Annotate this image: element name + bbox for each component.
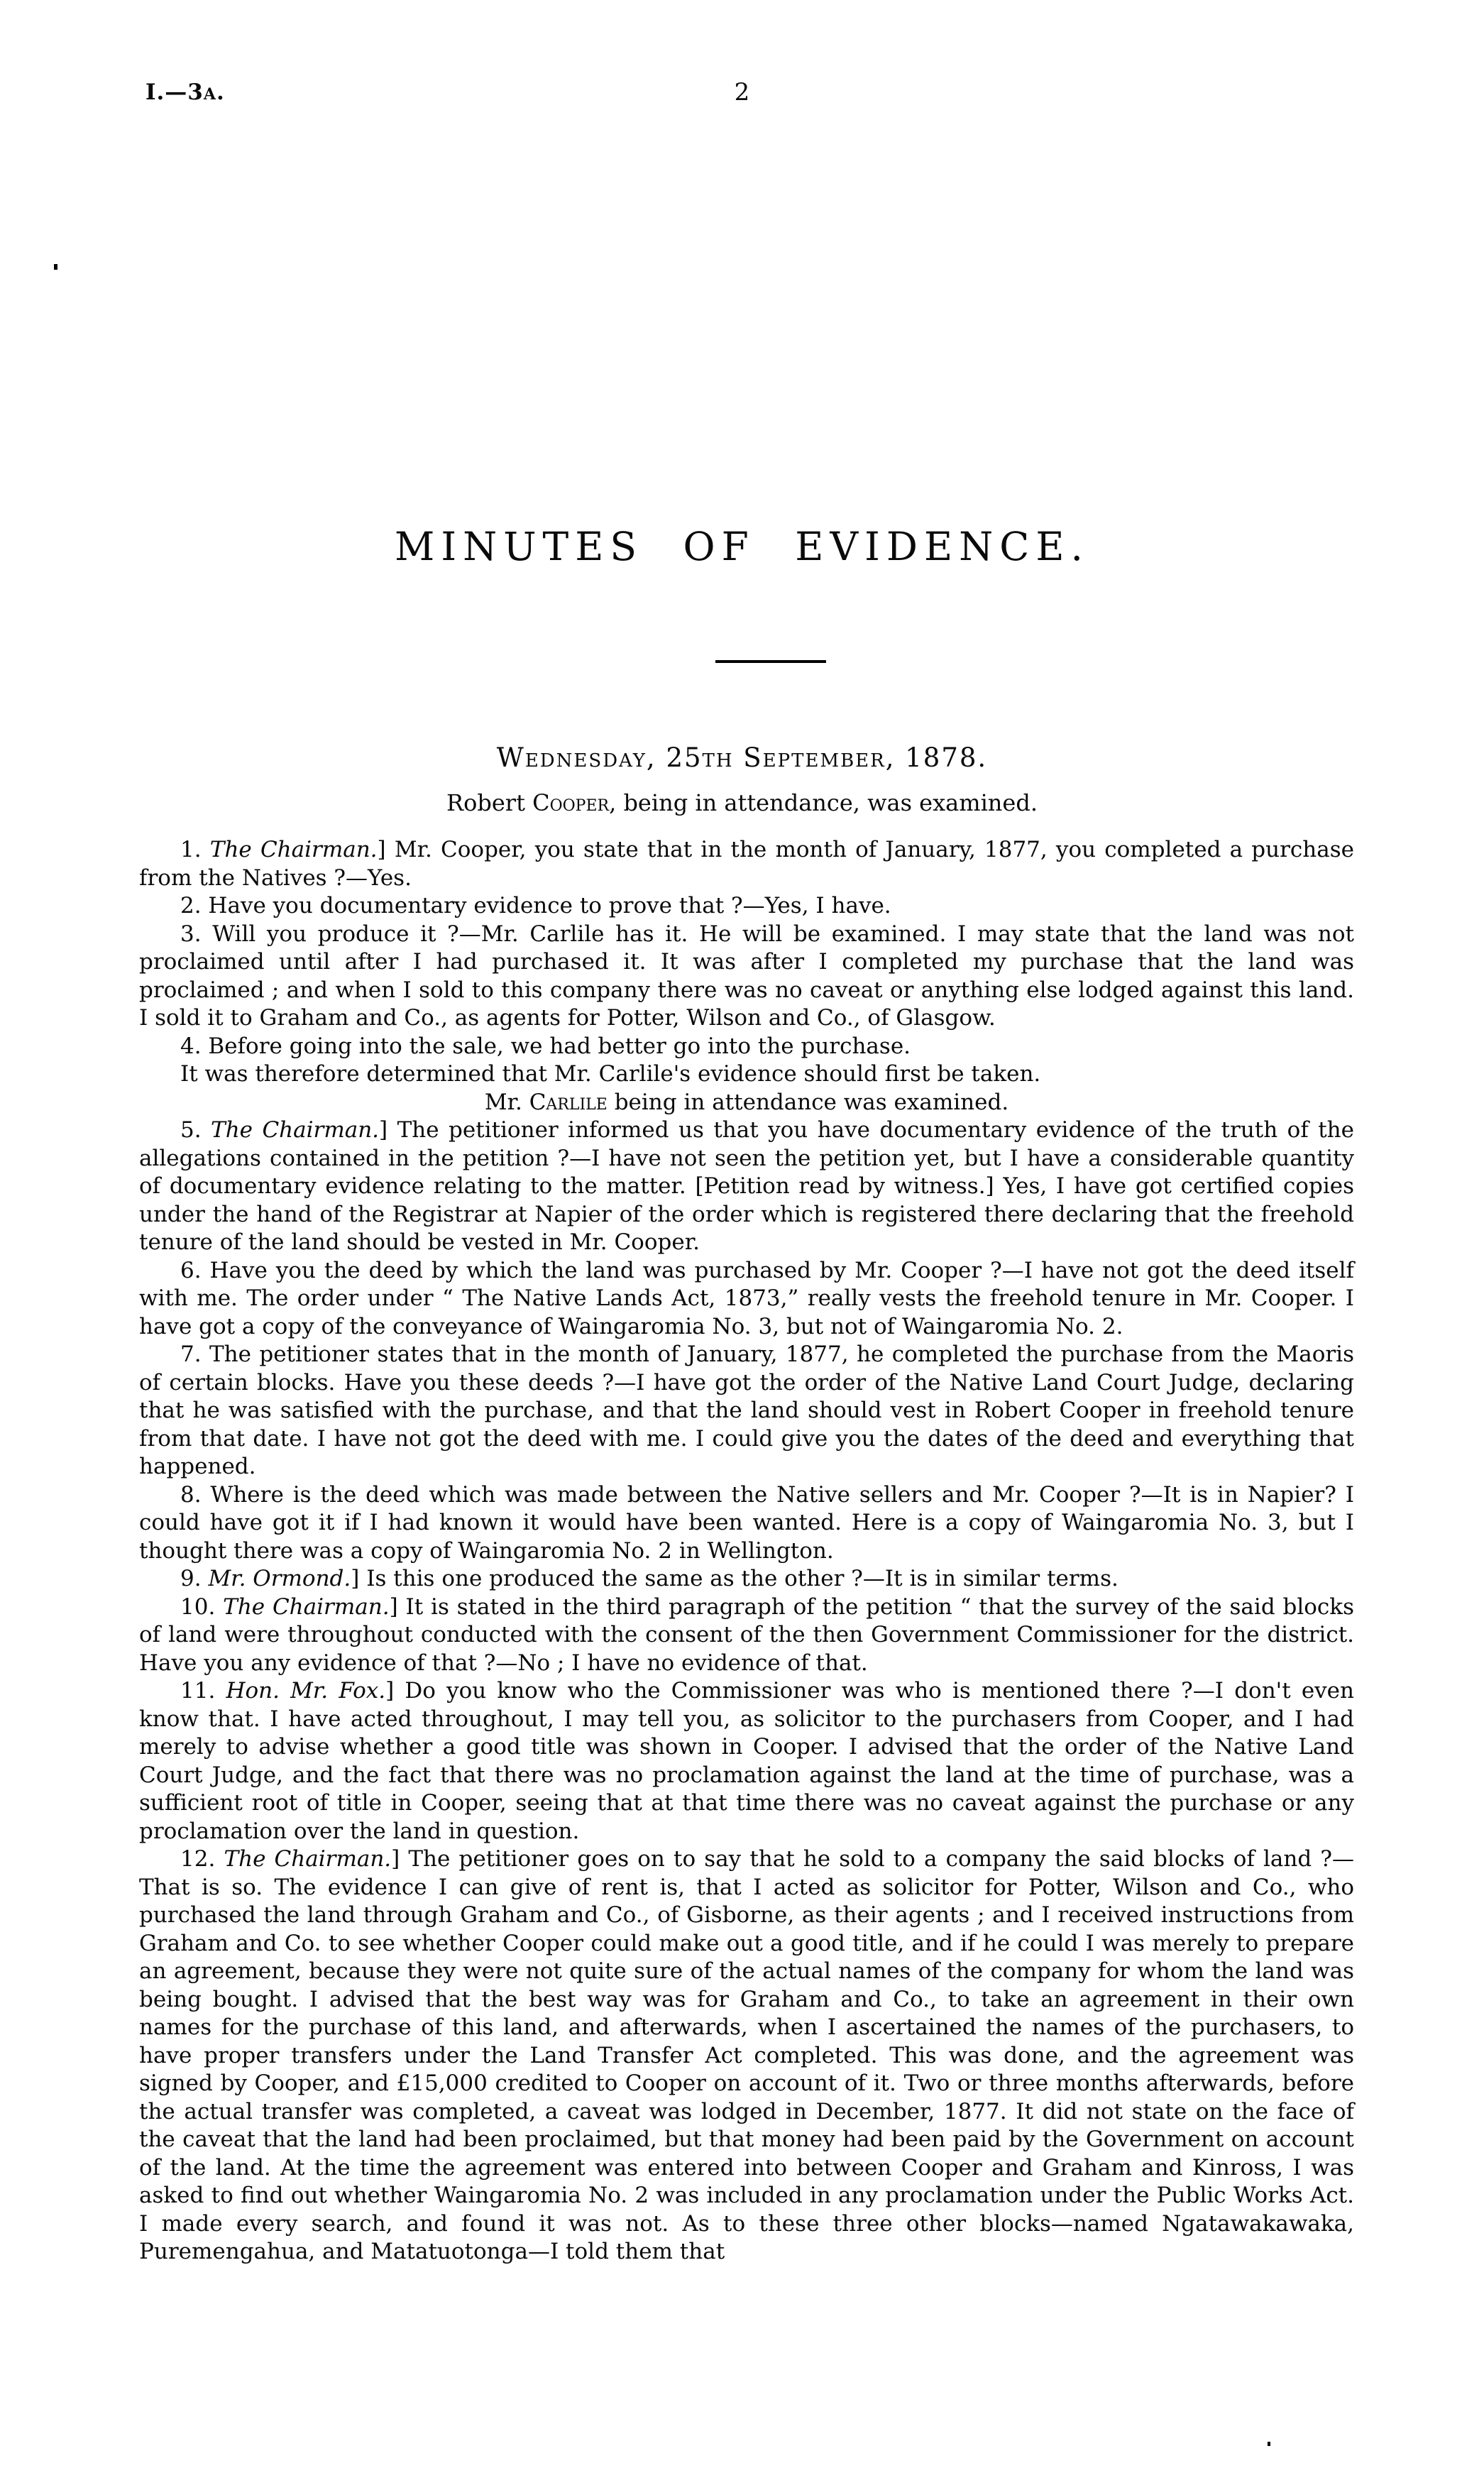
text-segment: 3. Will you produce it ?—Mr. Carlile has it. He will be examined. I may state that the land was not proclaimed until after I had purchased it. It was after I completed my purchase that the land was proclaimed ; and when I sold to this company there was no caveat or anything else lodged against this land. I sold it to Graham and Co., as agents for Potter, Wilson and Co., of Glasgow. (139, 921, 1354, 1031)
text-segment: Mr. Ormond. (208, 1566, 351, 1591)
text-segment: Robert (446, 789, 533, 816)
evidence-paragraph (139, 1845, 1354, 2266)
text-segment: 2. Have you documentary evidence to prove that ?—Yes, I have. (180, 893, 891, 918)
text-segment: The Chairman. (224, 1846, 392, 1872)
text-segment: ] Do you know who the Commissioner was who is mentioned there ?—I don't even know that. I have acted throughout, I may tell you, as solicitor to the purchasers from Cooper, and I had merely to advise whether a good title was shown in Cooper. I advised that the order of the Native Land Court Judge, and the fact that there was no proclamation against the land at the time of purchase, was a sufficient root of title in Cooper, seeing that at that time there was no caveat against the purchase or any proclamation over the land in question. (139, 1678, 1354, 1844)
evidence-body (139, 836, 1354, 2266)
evidence-paragraph (139, 1341, 1354, 1481)
evidence-paragraph (139, 1594, 1354, 1678)
text-segment: 4. Before going into the sale, we had better go into the purchase. (180, 1033, 911, 1059)
text-segment: ] Mr. Cooper, you state that in the month of January, 1877, you completed a purchase from the Natives ?—Yes. (139, 837, 1354, 891)
text-segment: 8. Where is the deed which was made between the Native sellers and Mr. Cooper ?—It is in Napier? I could have got it if I had known it would have been wanted. Here is a copy of Waingaromia No. 3, but I thought there was a copy of Waingaromia No. 2 in Wellington. (139, 1481, 1354, 1564)
evidence-paragraph (139, 1033, 1354, 1061)
text-segment: 11. (180, 1678, 226, 1704)
text-segment: 1. (180, 837, 210, 862)
text-segment: I.—3 (145, 79, 204, 105)
print-artifact (54, 264, 57, 270)
text-segment: 6. Have you the deed by which the land was purchased by Mr. Cooper ?—I have not got the deed itself with me. The order under “ The Native Lands Act, 1873,” really vests the freehold tenure in Mr. Cooper. I have got a copy of the conveyance of Waingaromia No. 3, but not of Waingaromia No. 2. (139, 1257, 1354, 1339)
text-segment: ] It is stated in the third paragraph of the petition “ that the survey of the said blocks of land were throughout conducted with the consent of the then Government Commissioner for the district. Have you any evidence of that ?—No ; I have no evidence of that. (139, 1594, 1354, 1676)
text-segment: The Chairman. (209, 837, 378, 862)
evidence-paragraph (139, 921, 1354, 1033)
text-segment: being in attendance was examined. (607, 1089, 1009, 1115)
text-segment: a. (203, 79, 225, 105)
evidence-paragraph (139, 1060, 1354, 1089)
text-segment: ] Is this one produced the same as the other ?—It is in similar terms. (351, 1566, 1119, 1591)
text-segment: 7. The petitioner states that in the month of January, 1877, he completed the purchase from the Maoris of certain blocks. Have you these deeds ?—I have got the order of the Native Land Court Judge, declaring that he was satisfied with the purchase, and that the land should vest in Robert Cooper in freehold tenure from that date. I have not got the deed with me. I could give you the dates of the deed and everything that happened. (139, 1342, 1354, 1479)
text-segment: Carlile (529, 1089, 608, 1115)
evidence-paragraph (139, 1677, 1354, 1845)
evidence-paragraph (139, 1565, 1354, 1594)
text-segment: 5. (180, 1117, 211, 1143)
evidence-paragraph (139, 1257, 1354, 1342)
evidence-paragraph (139, 836, 1354, 892)
text-segment: The Chairman. (223, 1594, 390, 1620)
page-title: MINUTES OF EVIDENCE. (395, 524, 1089, 569)
text-segment: The Chairman. (211, 1117, 380, 1143)
text-segment: 12. (180, 1846, 224, 1872)
divider-rule (715, 660, 826, 663)
witness-intro-line (0, 789, 1484, 816)
text-segment: Mr. (484, 1089, 529, 1115)
text-segment: Hon. Mr. Fox. (226, 1678, 386, 1704)
page-number: 2 (734, 78, 750, 106)
text-segment: ] The petitioner goes on to say that he sold to a company the said blocks of land ?—That is so. The evidence I can give of rent is, that I acted as solicitor for Potter, Wilson and Co., who purchased the land through Graham and Co., of Gisborne, as their agents ; and I received instructions from Graham and Co. to see whether Cooper could make out a good title, and if he could I was merely to prepare an agreement, because they were not quite sure of the actual names of the company for whom the land was being bought. I advised that the best way was for Graham and Co., to take an agreement in their own names for the purchase of this land, and afterwards, when I ascertained the names of the purchasers, to have proper transfers under the Land Transfer Act completed. This was done, and the agreement was signed by Cooper, and £15,000 credited to Cooper on account of it. Two or three months afterwards, before the actual transfer was completed, a caveat was lodged in December, 1877. It did not state on the face of the caveat that the land had been proclaimed, but that money had been paid by the Government on account of the land. At the time the agreement was entered into between Cooper and Graham and Kinross, I was asked to find out whether Waingaromia No. 2 was included in any proclamation under the Public Works Act. I made every search, and found it was not. As to these three other blocks—named Ngatawakawaka, Puremengahua, and Matatuotonga—I told them that (139, 1846, 1354, 2264)
text-segment: Cooper (532, 789, 610, 816)
evidence-paragraph (139, 1117, 1354, 1257)
witness-examined-line (139, 1089, 1354, 1117)
print-artifact (1268, 2442, 1270, 2446)
text-segment: , being in attendance, was examined. (609, 789, 1038, 816)
text-segment: ] The petitioner informed us that you have documentary evidence of the truth of the allegations contained in the petition ?—I have not seen the petition yet, but I have a considerable quantity of documentary evidence relating to the matter. [Petition read by witness.] Yes, I have got certified copies under the hand of the Registrar at Napier of the order which is registered there declaring that the freehold tenure of the land should be vested in Mr. Cooper. (139, 1117, 1354, 1255)
evidence-paragraph (139, 892, 1354, 921)
text-segment: 9. (180, 1566, 209, 1591)
session-date-heading: Wednesday, 25th September, 1878. (496, 742, 988, 773)
evidence-paragraph (139, 1481, 1354, 1566)
text-segment: It was therefore determined that Mr. Carlile's evidence should first be taken. (180, 1061, 1041, 1087)
text-segment: 10. (180, 1594, 224, 1620)
